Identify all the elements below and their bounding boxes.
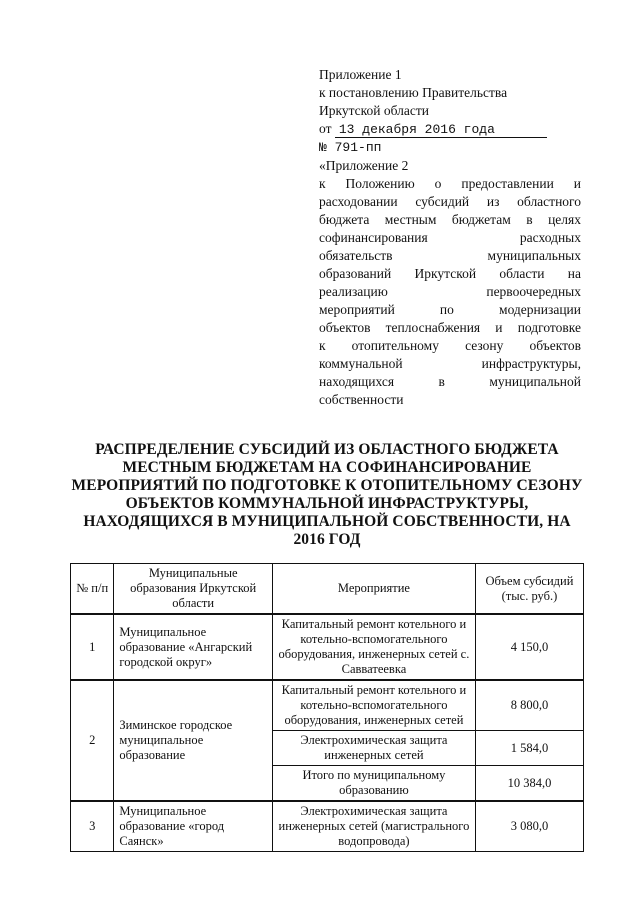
appendix-subtitle: «Приложение 2: [319, 158, 409, 173]
reference-line: собственности: [319, 392, 404, 407]
row-activity: Электрохимическая защита инженерных сетей: [272, 731, 475, 766]
date-prefix: от: [319, 121, 332, 136]
row-amount-subtotal: 10 384,0: [475, 766, 583, 802]
reference-line: бюджета местным бюджетам в целях: [319, 212, 581, 227]
reference-line: к Положению о предоставлении и: [319, 176, 581, 191]
row-amount: 3 080,0: [475, 801, 583, 852]
reference-line: мероприятий по модернизации: [319, 302, 581, 317]
appendix-line: к постановлению Правительства: [319, 85, 508, 100]
row-municipality: Муниципальное образование «Ангарский городской округ»: [114, 614, 273, 680]
header-amount: Объем субсидий (тыс. руб.): [475, 564, 583, 615]
row-amount: 1 584,0: [475, 731, 583, 766]
reference-line: находящихся в муниципальной: [319, 374, 581, 389]
reference-line: к отопительному сезону объектов: [319, 338, 581, 353]
number-value: 791-пп: [334, 140, 382, 155]
table-header-row: [71, 564, 584, 615]
row-municipality: Зиминское городское муниципальное образование: [114, 680, 273, 801]
reference-line: обязательств муниципальных: [319, 248, 581, 263]
appendix-header: [319, 66, 581, 409]
reference-line: коммунальной инфраструктуры,: [319, 356, 581, 371]
reference-line: расходовании субсидий из областного: [319, 194, 581, 209]
regulation-reference: [319, 175, 581, 409]
header-number: № п/п: [71, 564, 114, 615]
row-activity: Электрохимическая защита инженерных сетей (магистрального водопровода): [272, 801, 475, 852]
row-number: 3: [71, 801, 114, 852]
header-activity: Мероприятие: [272, 564, 475, 615]
row-number: 2: [71, 680, 114, 801]
number-prefix: №: [319, 140, 327, 155]
reference-line: объектов теплоснабжения и подготовке: [319, 320, 581, 335]
appendix-line: Иркутской области: [319, 103, 430, 118]
reference-line: софинансирования расходных: [319, 230, 581, 245]
date-value: 13 декабря 2016 года: [335, 122, 547, 138]
table-row: [71, 680, 584, 731]
row-amount: 4 150,0: [475, 614, 583, 680]
row-amount: 8 800,0: [475, 680, 583, 731]
table-row: [71, 801, 584, 852]
document-title: РАСПРЕДЕЛЕНИЕ СУБСИДИЙ ИЗ ОБЛАСТНОГО БЮДЖЕТА МЕСТНЫМ БЮДЖЕТАМ НА СОФИНАНСИРОВАНИЕ МЕРОПРИЯТИЙ ПО ПОДГОТОВКЕ К ОТОПИТЕЛЬНОМУ СЕЗОНУ ОБЪЕКТОВ КОММУНАЛЬНОЙ ИНФРАСТРУКТУРЫ, НАХОДЯЩИХСЯ В МУНИЦИПАЛЬНОЙ СОБСТВЕННОСТИ, НА 2016 ГОД: [71, 441, 583, 548]
row-municipality: Муниципальное образование «город Саянск»: [114, 801, 273, 852]
table-row: [71, 614, 584, 680]
header-municipality: Муниципальные образования Иркутской области: [114, 564, 273, 615]
subsidy-table: [70, 563, 584, 852]
reference-line: реализацию первоочередных: [319, 284, 581, 299]
appendix-line: Приложение 1: [319, 67, 402, 82]
decree-date: [319, 120, 581, 138]
row-activity-subtotal: Итого по муниципальному образованию: [272, 766, 475, 802]
row-activity: Капитальный ремонт котельного и котельно-вспомогательного оборудования, инженерных сетей с. Савватеевка: [272, 614, 475, 680]
decree-number: [319, 138, 581, 157]
row-activity: Капитальный ремонт котельного и котельно-вспомогательного оборудования, инженерных сетей: [272, 680, 475, 731]
row-number: 1: [71, 614, 114, 680]
reference-line: образований Иркутской области на: [319, 266, 581, 281]
